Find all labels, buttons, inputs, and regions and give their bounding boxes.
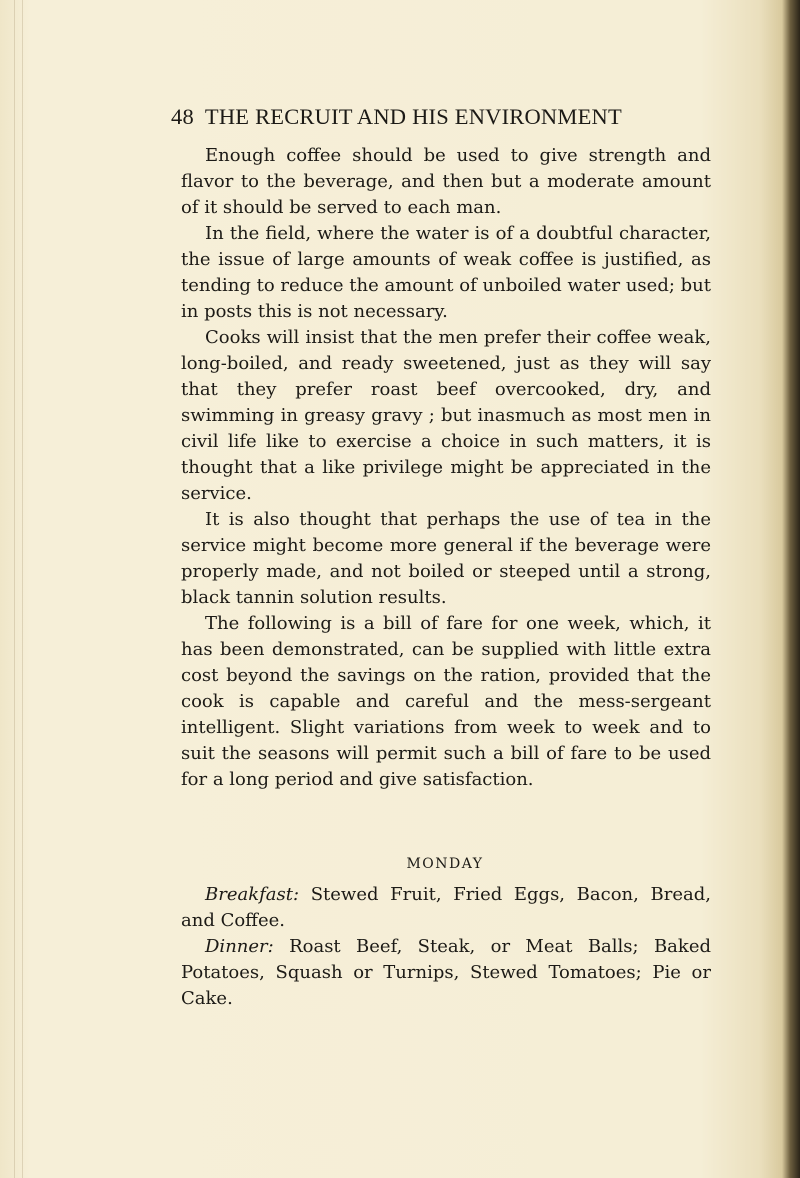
running-title: THE RECRUIT AND HIS ENVIRONMENT	[204, 104, 622, 129]
running-header	[171, 104, 711, 130]
menu-list	[181, 882, 711, 1012]
meal-label: Breakfast:	[205, 884, 300, 905]
paragraph: In the field, where the water is of a doubtful character, the issue of large amounts of weak coffee is justified, as tending to reduce the amount of unboiled water used; but in posts this is not necessary.	[181, 223, 711, 322]
day-heading: MONDAY	[406, 856, 484, 872]
paragraph: It is also thought that perhaps the use of tea in the service might become more general if the beverage were properly made, and not boiled or steeped until a strong, black tannin solution results.	[181, 509, 711, 608]
page-number: 48	[171, 104, 194, 129]
paragraph: Enough coffee should be used to give strength and flavor to the beverage, and then but a moderate amount of it should be served to each man.	[181, 145, 711, 218]
gutter-shadow-line	[14, 0, 15, 1178]
meal-items: Stewed Fruit, Fried Eggs, Bacon, Bread, and Coffee.	[181, 884, 711, 931]
meal-entry	[181, 934, 711, 1012]
paragraph: The following is a bill of fare for one week, which, it has been demonstrated, can be supplied with little extra cost beyond the savings on the ration, provided that the cook is capable and careful and the mess-sergeant intelligent. Slight variations from week to week and to suit the seasons will permit such a bill of fare to be used for a long period and give satisfaction.	[181, 613, 711, 790]
meal-items: Roast Beef, Steak, or Meat Balls; Baked Potatoes, Squash or Turnips, Stewed Tomatoes; Pie or Cake.	[181, 936, 711, 1009]
meal-entry	[181, 882, 711, 934]
body-text	[181, 143, 711, 793]
meal-label: Dinner:	[205, 936, 274, 957]
gutter-shadow-line	[22, 0, 23, 1178]
paragraph: Cooks will insist that the men prefer their coffee weak, long-boiled, and ready sweetened, just as they will say that they prefer roast beef overcooked, dry, and swimming in greasy gravy ; but inasmuch as most men in civil life like to exercise a choice in such matters, it is thought that a like privilege might be appreciated in the service.	[181, 327, 711, 504]
